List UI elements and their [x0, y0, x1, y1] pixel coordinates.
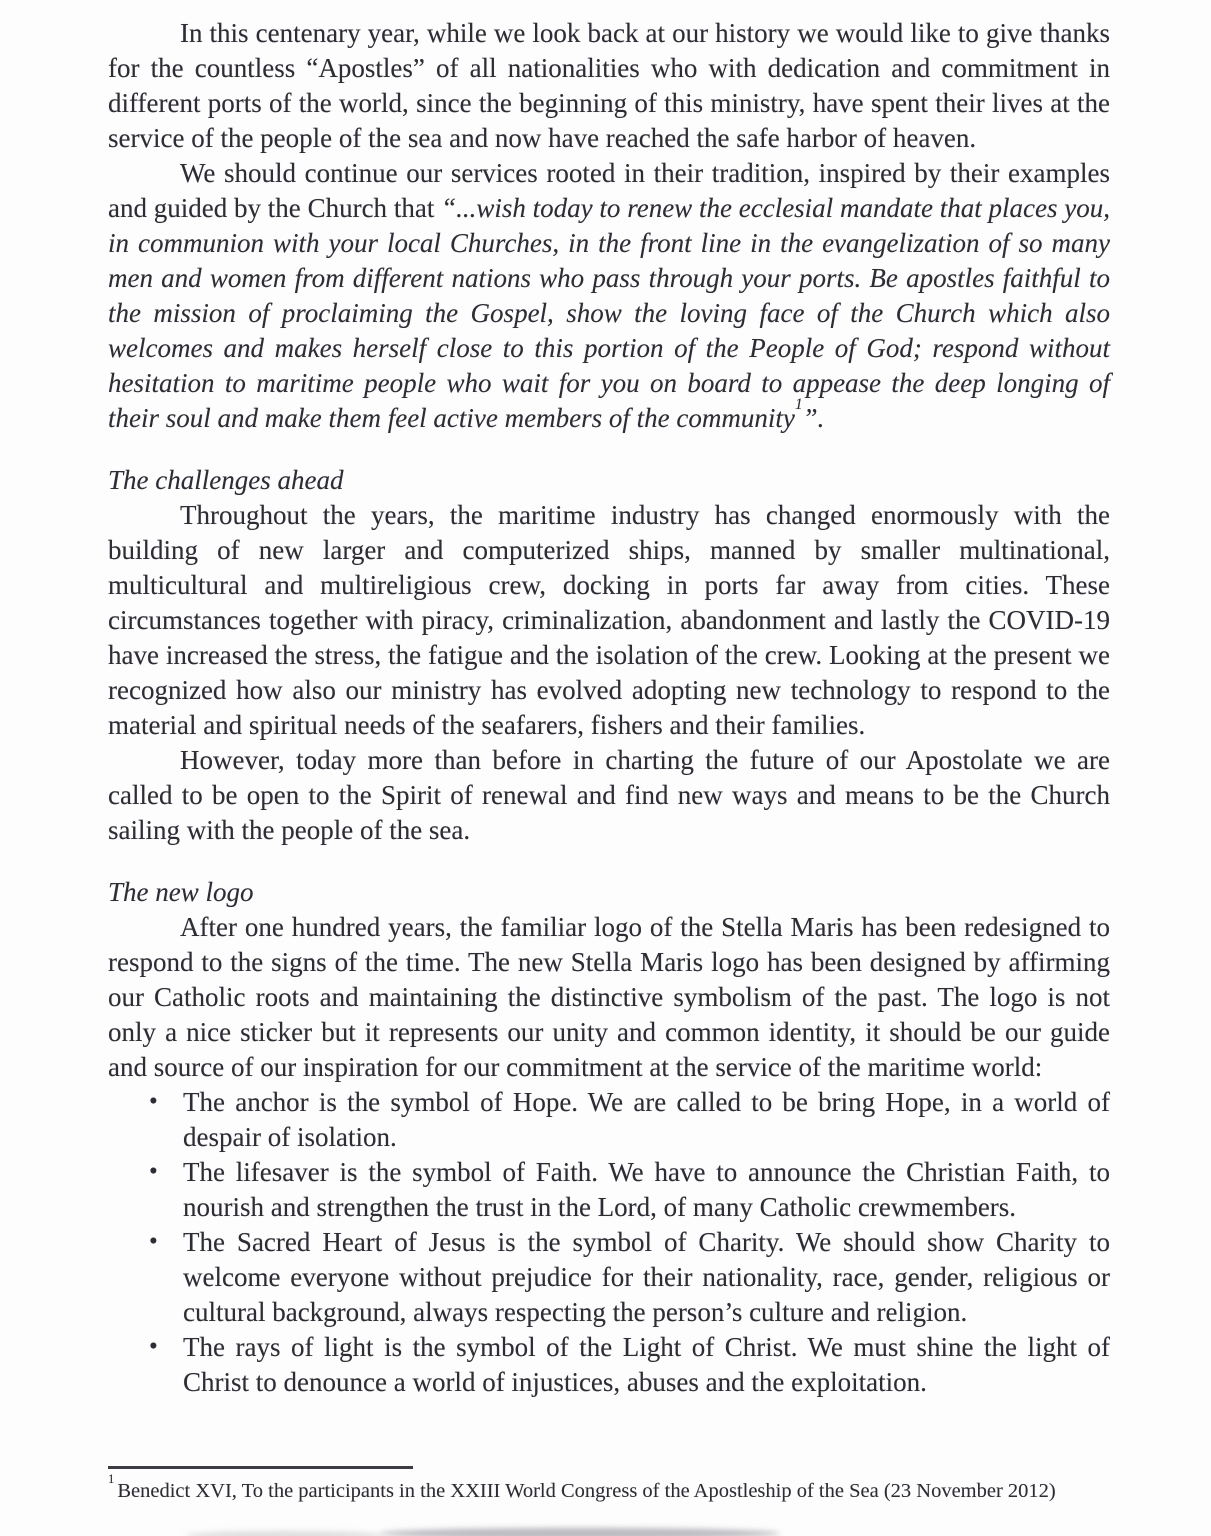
list-item-text: The Sacred Heart of Jesus is the symbol of Charity. We should show Charity to welcome everyone without prejudice for their nationality, race, gender, religious or cultural background, always respecting the person’s culture and religion.: [183, 1227, 1110, 1327]
bullet-icon: •: [149, 1088, 158, 1115]
footnote-separator: [108, 1466, 413, 1469]
mandate-quote-close: ”.: [802, 403, 825, 433]
paragraph-intro: In this centenary year, while we look back at our history we would like to give thanks for the countless “Apostles” of all nationalities who with dedication and commitment in different ports of the world, since the beginning of this ministry, have spent their lives at the service of the people of the sea and now have reached the safe harbor of heaven.: [108, 18, 1110, 153]
mandate-lead-text: We should continue our services rooted in their tradition, inspired by their examples and guided by the Church that: [108, 158, 1110, 223]
footnote-text: [108, 1472, 1110, 1504]
paragraph-apostolate-future: However, today more than before in charting the future of our Apostolate we are called to be open to the Spirit of renewal and find new ways and means to be the Church sailing with the people of the sea.: [108, 745, 1110, 845]
footnote-marker: 1: [108, 1472, 115, 1487]
scan-artifact: [185, 1531, 385, 1536]
heading-new-logo: The new logo: [108, 877, 254, 907]
paragraph-mandate: [108, 156, 1110, 436]
list-item-sacred-heart-charity: [149, 1225, 1110, 1330]
logo-symbol-list: [108, 1085, 1110, 1400]
list-item-text: The anchor is the symbol of Hope. We are called to be bring Hope, in a world of despair of isolation.: [183, 1087, 1110, 1152]
scan-artifact: [380, 1528, 780, 1536]
bullet-icon: •: [149, 1333, 158, 1360]
list-item-text: The rays of light is the symbol of the Light of Christ. We must shine the light of Christ to denounce a world of injustices, abuses and the exploitation.: [183, 1332, 1110, 1397]
bullet-icon: •: [149, 1228, 158, 1255]
list-item-rays-light-christ: [149, 1330, 1110, 1400]
bullet-icon: •: [149, 1158, 158, 1185]
list-item-text: The lifesaver is the symbol of Faith. We have to announce the Christian Faith, to nourish and strengthen the trust in the Lord, of many Catholic crewmembers.: [183, 1157, 1110, 1222]
footnote-block: [108, 1466, 1110, 1504]
mandate-quote-text: “...wish today to renew the ecclesial mandate that places you, in communion with your local Churches, in the front line in the evangelization of so many men and women from different nations who pass through your ports. Be apostles faithful to the mission of proclaiming the Gospel, show the loving face of the Church which also welcomes and makes herself close to this portion of the People of God; respond without hesitation to maritime people who wait for you on board to appease the deep longing of their soul and make them feel active members of the community: [108, 193, 1110, 433]
paragraph-maritime-industry: Throughout the years, the maritime industry has changed enormously with the building of new larger and computerized ships, manned by smaller multinational, multicultural and multireligious crew, docking in ports far away from cities. These circumstances together with piracy, criminalization, abandonment and lastly the COVID-19 have increased the stress, the fatigue and the isolation of the crew. Looking at the present we recognized how also our ministry has evolved adopting new technology to respond to the material and spiritual needs of the seafarers, fishers and their families.: [108, 500, 1110, 740]
list-item-anchor-hope: [149, 1085, 1110, 1155]
footnote-reference: 1: [794, 396, 803, 414]
footnote-citation: Benedict XVI, To the participants in the XXIII World Congress of the Apostleship of the Sea (23 November 2012): [117, 1480, 1056, 1502]
list-item-lifesaver-faith: [149, 1155, 1110, 1225]
heading-challenges-ahead: The challenges ahead: [108, 465, 344, 495]
paragraph-logo-redesign: After one hundred years, the familiar logo of the Stella Maris has been redesigned to respond to the signs of the time. The new Stella Maris logo has been designed by affirming our Catholic roots and maintaining the distinctive symbolism of the past. The logo is not only a nice sticker but it represents our unity and common identity, it should be our guide and source of our inspiration for our commitment at the service of the maritime world:: [108, 912, 1110, 1082]
